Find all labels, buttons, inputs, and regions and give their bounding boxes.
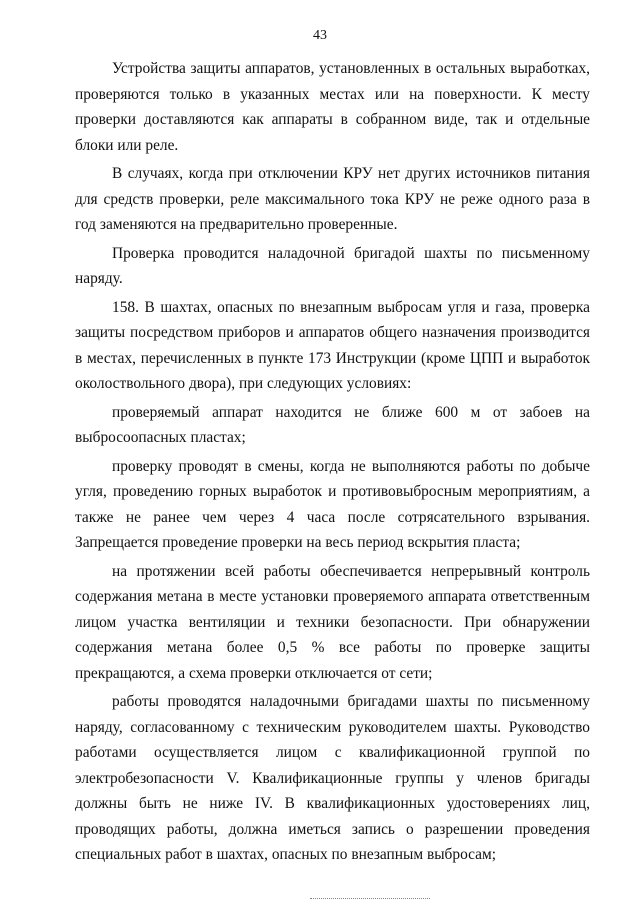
paragraph-condition-brigades: работы проводятся наладочными бригадами шахты по письменному наряду, согласованному с техническим руководителем шахты. Руководство работами осуществляется лицом с квалификационной группой по электробезопасности V. Квалификационные группы у членов бригады должны быть не ниже IV. В квалификационных удостоверениях лиц, проводящих работы, должна иметься запись о разрешении проведения специальных работ в шахтах, опасных по внезапным выбросам;	[75, 693, 590, 863]
paragraph-check-by-brigade: Проверка проводится наладочной бригадой шахты по письменному наряду.	[75, 244, 590, 287]
paragraph-condition-methane: на протяжении всей работы обеспечивается непрерывный контроль содержания метана в месте установки проверяемого аппарата ответственным лицом участка вентиляции и техники безопасности. При обнаружении содержания метана более 0,5 % все работы по проверке защиты прекращаются, а схема проверки отключается от сети;	[75, 562, 590, 682]
bottom-scan-mark	[310, 898, 430, 899]
paragraph-item-158: 158. В шахтах, опасных по внезапным выбросам угля и газа, проверка защиты посредством приборов и аппаратов общего назначения производится в местах, перечисленных в пункте 173 Инструкции (кроме ЦПП и выработок околоствольного двора), при следующих условиях:	[75, 298, 590, 392]
paragraph-condition-shifts: проверку проводят в смены, когда не выполняются работы по добыче угля, проведению горных выработок и противовыбросным мероприятиям, а также не ранее чем через 4 часа после сотрясательного взрывания. Запрещается проведение проверки на весь период вскрытия пласта;	[75, 457, 590, 551]
paragraph-devices-protection: Устройства защиты аппаратов, установленных в остальных выработках, проверяются только в указанных местах или на поверхности. К месту проверки доставляются как аппараты в собранном виде, так и отдельные блоки или реле.	[75, 60, 590, 154]
paragraph-kru-relay: В случаях, когда при отключении КРУ нет других источников питания для средств проверки, реле максимального тока КРУ не реже одного раза в год заменяются на предварительно проверенные.	[75, 165, 590, 233]
page-number: 43	[313, 28, 327, 43]
paragraph-condition-distance: проверяемый аппарат находится не ближе 600 м от забоев на выбросоопасных пластах;	[75, 403, 590, 446]
body-text	[75, 56, 590, 871]
